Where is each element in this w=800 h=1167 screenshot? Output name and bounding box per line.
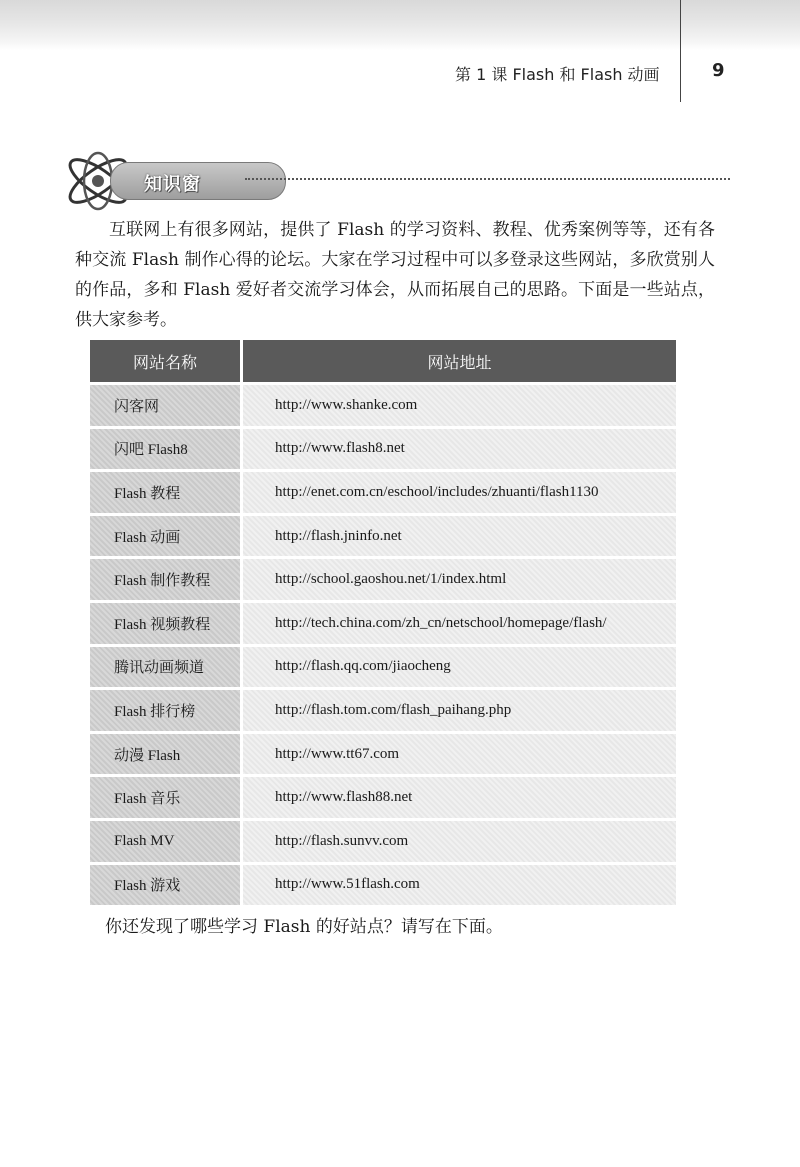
site-name: Flash 动画 — [90, 513, 243, 557]
site-name: 动漫 Flash — [90, 731, 243, 775]
table-row — [90, 426, 676, 470]
site-url: http://tech.china.com/zh_cn/netschool/homepage/flash/ — [243, 600, 676, 644]
site-name: 腾讯动画频道 — [90, 644, 243, 688]
site-url: http://www.51flash.com — [243, 862, 676, 906]
page-number: 9 — [712, 60, 725, 81]
header-site-name: 网站名称 — [90, 340, 243, 382]
site-url: http://www.flash88.net — [243, 774, 676, 818]
site-url: http://flash.sunvv.com — [243, 818, 676, 862]
table-row — [90, 818, 676, 862]
site-name: Flash 视频教程 — [90, 600, 243, 644]
knowledge-window-banner — [60, 150, 720, 212]
table-row — [90, 513, 676, 557]
site-name: Flash 制作教程 — [90, 556, 243, 600]
header-site-url: 网站地址 — [243, 340, 676, 382]
site-url: http://flash.qq.com/jiaocheng — [243, 644, 676, 688]
site-name: 闪客网 — [90, 382, 243, 426]
table-header-row — [90, 340, 676, 382]
site-name: Flash 排行榜 — [90, 687, 243, 731]
question-prompt: 你还发现了哪些学习 Flash 的好站点？请写在下面。 — [105, 917, 503, 937]
site-name: 闪吧 Flash8 — [90, 426, 243, 470]
website-table — [90, 340, 676, 905]
table-row — [90, 862, 676, 906]
site-url: http://enet.com.cn/eschool/includes/zhuanti/flash1130 — [243, 469, 676, 513]
table-row — [90, 469, 676, 513]
site-url: http://flash.tom.com/flash_paihang.php — [243, 687, 676, 731]
site-url: http://www.shanke.com — [243, 382, 676, 426]
table-row — [90, 556, 676, 600]
table-row — [90, 731, 676, 775]
table-row — [90, 774, 676, 818]
table-row — [90, 600, 676, 644]
header-rule — [680, 0, 681, 102]
knowledge-window-label: 知识窗 — [144, 174, 201, 195]
site-url: http://www.flash8.net — [243, 426, 676, 470]
site-url: http://www.tt67.com — [243, 731, 676, 775]
site-name: Flash MV — [90, 818, 243, 862]
table-row — [90, 644, 676, 688]
site-name: Flash 教程 — [90, 469, 243, 513]
intro-paragraph: 互联网上有很多网站，提供了 Flash 的学习资料、教程、优秀案例等等，还有各种交流 Flash 制作心得的论坛。大家在学习过程中可以多登录这些网站，多欣赏别人的作品，多和 Flash 爱好者交流学习体会，从而拓展自己的思路。下面是一些站点，供大家参考。 — [75, 220, 715, 330]
site-url: http://flash.jninfo.net — [243, 513, 676, 557]
site-name: Flash 游戏 — [90, 862, 243, 906]
dotted-rule — [245, 178, 730, 180]
table-row — [90, 687, 676, 731]
site-name: Flash 音乐 — [90, 774, 243, 818]
running-header: 第 1 课 Flash 和 Flash 动画 — [455, 65, 660, 84]
site-url: http://school.gaoshou.net/1/index.html — [243, 556, 676, 600]
table-row — [90, 382, 676, 426]
